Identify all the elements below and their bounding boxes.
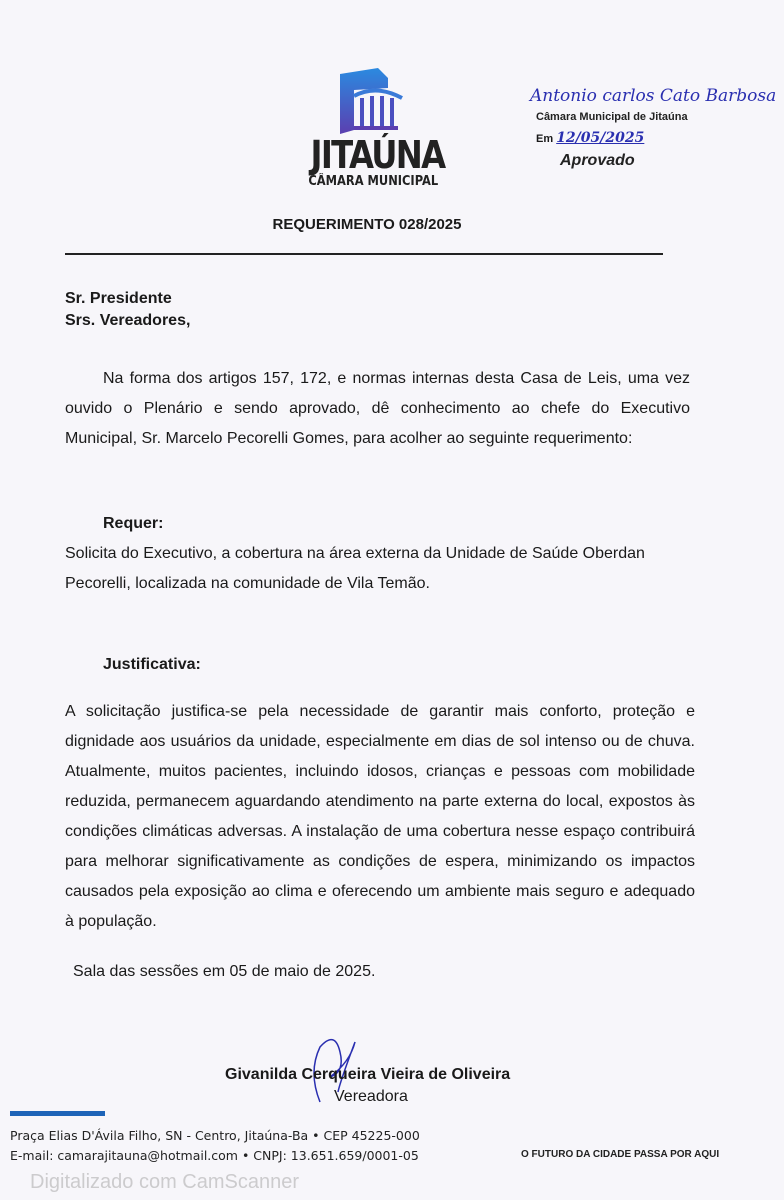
footer-accent-bar [10,1111,105,1116]
logo-name: JITAÚNA [310,133,445,177]
divider [65,253,663,255]
stamp-date: 12/05/2025 [556,130,645,146]
footer-slogan: O FUTURO DA CIDADE PASSA POR AQUI [521,1149,720,1160]
signer-name: Givanilda Cerqueira Vieira de Oliveira [225,1066,511,1083]
salutation-councillors: Srs. Vereadores, [65,312,191,329]
salutation [65,288,190,332]
stamp-date-prefix: Em [536,133,554,145]
requer-text: Solicita do Executivo, a cobertura na área externa da Unidade de Saúde Oberdan Pecorelli, localizada na comunidade de Vila Temão. [65,545,645,592]
footer-address: Praça Elias D'Ávila Filho, SN - Centro, Jitaúna-Ba • CEP 45225-000 [10,1128,420,1143]
justificativa-heading: Justificativa: [103,656,201,673]
stamp-status: Aprovado [560,152,635,169]
scanner-watermark: Digitalizado com CamScanner [30,1171,300,1193]
footer-email-cnpj: E-mail: camarajitauna@hotmail.com • CNPJ: 13.651.659/0001-05 [10,1148,419,1163]
intro-paragraph: Na forma dos artigos 157, 172, e normas internas desta Casa de Leis, uma vez ouvido o Plenário e sendo aprovado, dê conhecimento ao chefe do Executivo Municipal, Sr. Marcelo Pecorelli Gomes, para acolher ao seguinte requerimento: [65,370,690,447]
handwritten-signature: Antonio carlos Cato Barbosa [530,86,777,106]
building-logo-icon [330,68,410,136]
closing-line: Sala das sessões em 05 de maio de 2025. [73,963,376,980]
stamp-institution: Câmara Municipal de Jitaúna [536,111,688,123]
requer-heading: Requer: [103,515,164,532]
salutation-president: Sr. Presidente [65,290,172,307]
logo-subtitle: CÂMARA MUNICIPAL [308,174,439,189]
approval-stamp [530,84,780,171]
logo [300,68,445,189]
footer-contact [10,1126,420,1166]
justificativa-text: A solicitação justifica-se pela necessidade de garantir mais conforto, proteção e dignidade aos usuários da unidade, especialmente em dias de sol intenso ou de chuva. Atualmente, muitos pacientes, incluindo idosos, crianças e pessoas com mobilidade reduzida, permanecem aguardando atendimento na parte externa do local, expostos às condições climáticas adversas. A instalação de uma cobertura nesse espaço contribuirá para melhorar significativamente as condições de espera, minimizando os impactos causados pela exposição ao clima e oferecendo um ambiente mais seguro e adequado à população. [65,703,695,930]
document-title: REQUERIMENTO 028/2025 [272,216,462,233]
signer-role: Vereadora [334,1088,408,1105]
